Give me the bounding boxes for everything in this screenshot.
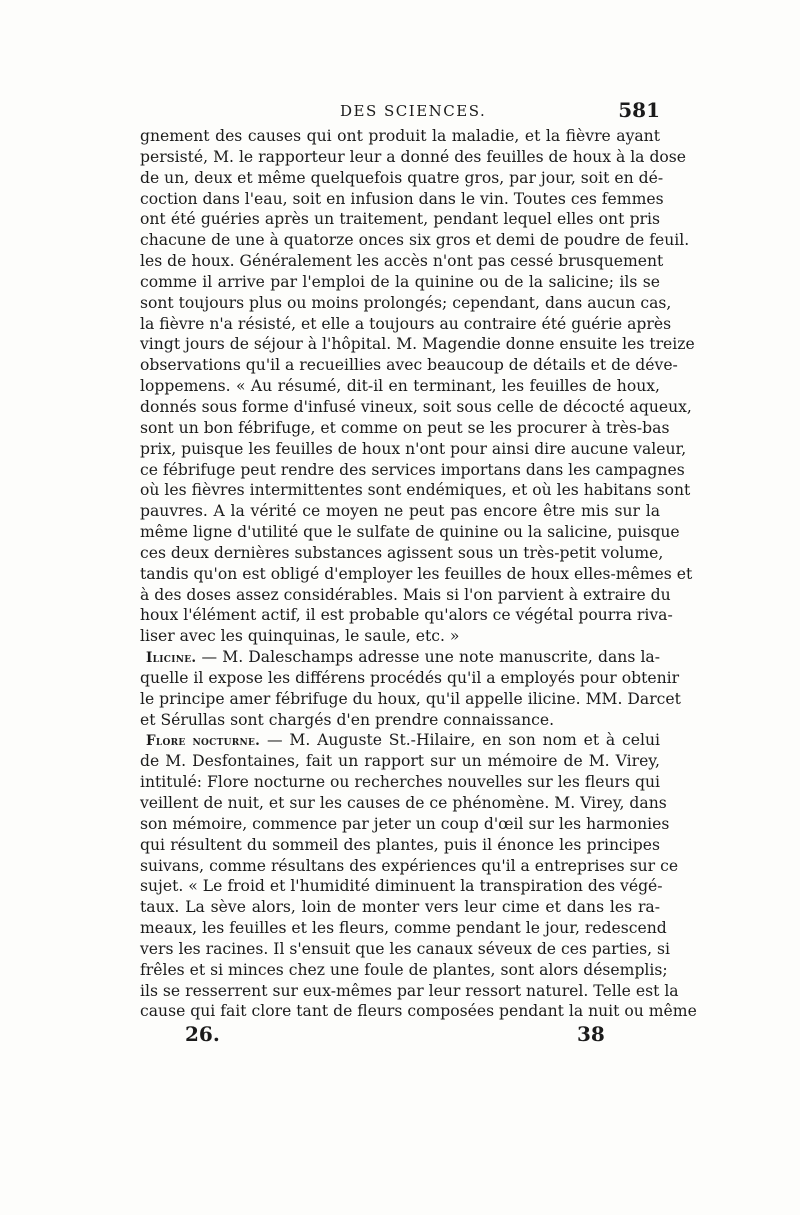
- line-text: donnés sous forme d'infusé vineux, soit sous celle de décocté aqueux,: [140, 397, 692, 416]
- line-text: sont un bon fébrifuge, et comme on peut se les procurer à très-bas: [140, 418, 670, 437]
- line-text: qui résultent du sommeil des plantes, puis il énonce les principes: [140, 835, 660, 854]
- text-line: [140, 647, 660, 668]
- line-text: ce fébrifuge peut rendre des services importans dans les campagnes: [140, 460, 685, 479]
- text-line: [140, 751, 660, 772]
- text-line: [140, 293, 672, 314]
- body-text: [140, 126, 697, 1022]
- line-text: la fièvre n'a résisté, et elle a toujours au contraire été guérie après: [140, 314, 672, 333]
- line-text: — M. Daleschamps adresse une note manuscrite, dans la-: [196, 648, 660, 667]
- text-line: [140, 355, 678, 376]
- line-text: pauvres. A la vérité ce moyen ne peut pas encore être mis sur la: [140, 502, 660, 521]
- line-text: coction dans l'eau, soit en infusion dans le vin. Toutes ces femmes: [140, 189, 664, 208]
- text-line: [140, 272, 660, 293]
- text-line: [140, 126, 660, 147]
- text-line: [140, 168, 664, 189]
- sheet-number: 38: [577, 1022, 605, 1046]
- text-line: [140, 376, 660, 397]
- line-text: houx l'élément actif, il est probable qu'alors ce végétal pourra riva-: [140, 606, 673, 625]
- text-line: [140, 334, 695, 355]
- line-text: comme il arrive par l'emploi de la quinine ou de la salicine; ils se: [140, 272, 660, 291]
- line-text: vers les racines. Il s'ensuit que les canaux séveux de ces parties, si: [140, 939, 671, 958]
- text-line: [140, 772, 660, 793]
- text-line: [140, 626, 660, 647]
- text-line: [140, 564, 693, 585]
- line-text: de M. Desfontaines, fait un rapport sur un mémoire de M. Virey,: [140, 752, 660, 771]
- text-line: [140, 814, 670, 835]
- line-text: veillent de nuit, et sur les causes de ce phénomène. M. Virey, dans: [140, 794, 667, 812]
- line-text: chacune de une à quatorze onces six gros et demi de poudre de feuil.: [140, 231, 690, 250]
- text-line: [140, 189, 664, 210]
- text-line: [140, 730, 660, 751]
- line-text: même ligne d'utilité que le sulfate de quinine ou la salicine, puisque: [140, 523, 680, 542]
- text-line: [140, 793, 667, 814]
- text-line: [140, 918, 667, 939]
- text-line: [140, 856, 679, 877]
- text-line: [140, 897, 660, 918]
- text-line: [140, 876, 663, 897]
- text-line: [140, 585, 671, 606]
- text-line: [140, 939, 671, 960]
- line-text: meaux, les feuilles et les fleurs, comme pendant le jour, redescend: [140, 919, 667, 938]
- text-line: [140, 605, 673, 626]
- line-text: observations qu'il a recueillies avec beaucoup de détails et de déve-: [140, 356, 678, 375]
- text-line: [140, 314, 672, 335]
- text-line: [140, 710, 660, 731]
- line-text: sont toujours plus ou moins prolongés; cependant, dans aucun cas,: [140, 293, 672, 312]
- text-line: [140, 418, 670, 439]
- text-line: [140, 522, 680, 543]
- line-text: persisté, M. le rapporteur leur a donné des feuilles de houx à la dose: [140, 147, 687, 166]
- text-line: [140, 501, 660, 522]
- line-text: prix, puisque les feuilles de houx n'ont pour ainsi dire aucune valeur,: [140, 439, 687, 458]
- line-text: gnement des causes qui ont produit la maladie, et la fièvre ayant: [140, 127, 660, 145]
- text-line: [140, 689, 681, 710]
- line-text: intitulé: Flore nocturne ou recherches nouvelles sur les fleurs qui: [140, 773, 660, 792]
- text-line: [140, 960, 668, 981]
- text-line: [140, 230, 690, 251]
- line-text: tandis qu'on est obligé d'employer les feuilles de houx elles-mêmes et: [140, 564, 693, 583]
- signature-mark: 26.: [185, 1022, 220, 1046]
- line-text: liser avec les quinquinas, le saule, etc. »: [140, 627, 460, 646]
- text-line: [140, 397, 692, 418]
- line-text: ces deux dernières substances agissent sous un très-petit volume,: [140, 543, 664, 562]
- text-line: [140, 439, 687, 460]
- text-line: [140, 209, 660, 230]
- text-line: [140, 668, 680, 689]
- line-text: ils se resserrent sur eux-mêmes par leur ressort naturel. Telle est la: [140, 981, 679, 1000]
- text-line: [140, 460, 685, 481]
- text-line: [140, 147, 687, 168]
- text-line: [140, 1001, 697, 1022]
- line-text: suivans, comme résultans des expériences qu'il a entreprises sur ce: [140, 856, 679, 875]
- line-text: — M. Auguste St.-Hilaire, en son nom et à celui: [260, 731, 660, 750]
- line-text: vingt jours de séjour à l'hôpital. M. Magendie donne ensuite les treize: [140, 335, 695, 354]
- text-line: [140, 480, 691, 501]
- running-head: DES SCIENCES.: [340, 102, 487, 120]
- text-line: [140, 835, 660, 856]
- text-line: [140, 251, 664, 272]
- section-lead: Flore nocturne.: [146, 733, 261, 750]
- line-text: à des doses assez considérables. Mais si l'on parvient à extraire du: [140, 585, 671, 604]
- line-text: de un, deux et même quelquefois quatre gros, par jour, soit en dé-: [140, 168, 664, 187]
- line-text: où les fièvres intermittentes sont endémiques, et où les habitans sont: [140, 481, 691, 500]
- line-text: les de houx. Généralement les accès n'ont pas cessé brusquement: [140, 252, 664, 271]
- line-text: cause qui fait clore tant de fleurs composées pendant la nuit ou même: [140, 1002, 697, 1021]
- section-lead: Ilicine.: [146, 650, 197, 667]
- page-footer: [140, 1022, 660, 1052]
- line-text: frêles et si minces chez une foule de plantes, sont alors désemplis;: [140, 960, 668, 979]
- page-number: 581: [618, 98, 660, 122]
- line-text: son mémoire, commence par jeter un coup d'œil sur les harmonies: [140, 814, 670, 833]
- line-text: loppemens. « Au résumé, dit-il en terminant, les feuilles de houx,: [140, 377, 660, 396]
- text-line: [140, 543, 664, 564]
- line-text: et Sérullas sont chargés d'en prendre connaissance.: [140, 710, 555, 729]
- line-text: ont été guéries après un traitement, pendant lequel elles ont pris: [140, 210, 660, 229]
- line-text: le principe amer fébrifuge du houx, qu'il appelle ilicine. MM. Darcet: [140, 689, 681, 708]
- line-text: taux. La sève alors, loin de monter vers leur cime et dans les ra-: [140, 898, 660, 917]
- line-text: sujet. « Le froid et l'humidité diminuent la transpiration des végé-: [140, 877, 663, 896]
- line-text: quelle il expose les différens procédés qu'il a employés pour obtenir: [140, 668, 680, 687]
- text-line: [140, 981, 679, 1002]
- page-header: [140, 98, 660, 128]
